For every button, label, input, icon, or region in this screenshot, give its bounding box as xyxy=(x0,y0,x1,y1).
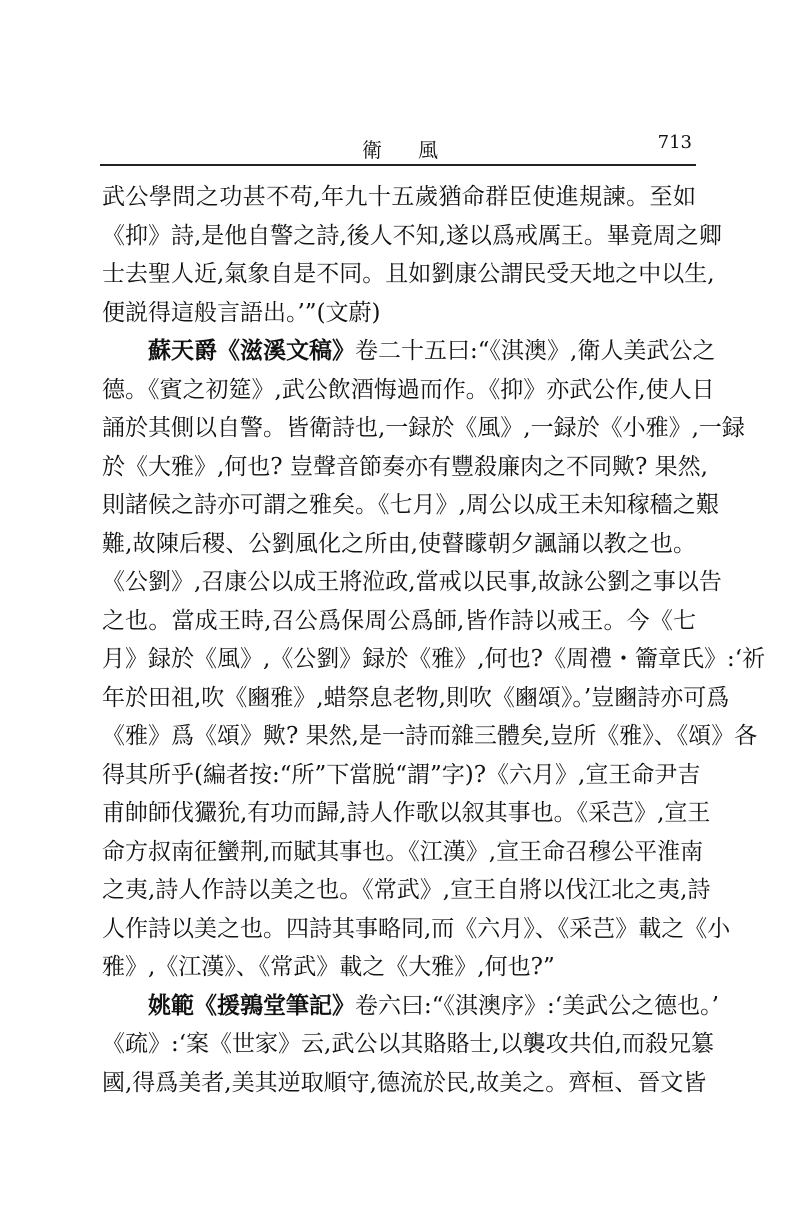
text-line: 命方叔南征蠻荆,而賦其事也。《江漢》,宣王命召穆公平淮南 xyxy=(102,838,704,865)
text-line: 《雅》爲《頌》歟? 果然,是一詩而雜三體矣,豈所《雅》、《頌》各 xyxy=(102,723,758,749)
text-line: 之夷,詩人作詩以美之也。《常武》,宣王自將以伐江北之夷,詩 xyxy=(102,877,711,903)
header-rule xyxy=(100,164,696,166)
page-number: 713 xyxy=(657,132,692,153)
text-line: 《抑》詩,是他自警之詩,後人不知,遂以爲戒厲王。畢竟周之卿 xyxy=(102,222,722,249)
text-line: 人作詩以美之也。四詩其事略同,而《六月》、《采芑》載之《小 xyxy=(102,915,731,942)
text-line: 德。《賓之初筵》,武公飲酒悔過而作。《抑》亦武公作,使人日 xyxy=(102,376,715,403)
running-header xyxy=(100,122,700,162)
text-line: 月》録於《風》,《公劉》録於《雅》,何也?《周禮・籥章氏》:‘祈 xyxy=(102,646,766,672)
text-line: 誦於其側以自警。皆衛詩也,一録於《風》,一録於《小雅》,一録 xyxy=(102,415,745,441)
paragraph-1 xyxy=(102,178,722,332)
text-line: 難,故陳后稷、公劉風化之所由,使瞽矇朝夕諷誦以教之也。 xyxy=(102,530,696,557)
text-line: 武公學問之功甚不苟,年九十五歲猶命群臣使進規諫。至如 xyxy=(102,184,696,210)
text-line: 則諸候之詩亦可謂之雅矣。《七月》,周公以成王未知稼穡之艱 xyxy=(102,492,719,518)
text-line: 得其所乎(編者按:“所”下當脱“謂”字)?《六月》,宣王命尹吉 xyxy=(102,761,701,788)
text-line: 甫帥師伐玁狁,有功而歸,詩人作歌以叙其事也。《采芑》,宣王 xyxy=(102,800,711,826)
text-line: 國,得爲美者,美其逆取順守,德流於民,故美之。齊桓、晉文皆 xyxy=(102,1069,707,1096)
text-line: 《公劉》,召康公以成王將涖政,當戒以民事,故詠公劉之事以告 xyxy=(102,569,722,595)
header-title: 衛風 xyxy=(362,138,474,162)
source-title: 蘇天爵《滋溪文稿》 xyxy=(148,337,355,364)
paragraph-3 xyxy=(102,987,719,1103)
text-line: 之也。當成王時,召公爲保周公爲師,皆作詩以戒王。今《七 xyxy=(102,607,696,634)
text-line: 《疏》:‘案《世家》云,武公以其賂賂士,以襲攻共伯,而殺兄簒 xyxy=(102,1031,714,1057)
text-line: 於《大雅》,何也? 豈聲音節奏亦有豐殺廉肉之不同歟? 果然, xyxy=(102,453,708,480)
paragraph-2 xyxy=(102,332,766,987)
text-line: 蘇天爵《滋溪文稿》卷二十五曰:“《淇澳》,衛人美武公之 xyxy=(148,337,716,364)
body-text xyxy=(102,178,766,1102)
text-line: 年於田祖,吹《豳雅》,蜡祭息老物,則吹《豳頌》。’豈豳詩亦可爲 xyxy=(102,684,730,711)
text-line: 雅》,《江漢》、《常武》載之《大雅》,何也?” xyxy=(102,954,555,980)
text-line: 姚範《援鶉堂筆記》卷六曰:“《淇澳序》:‘美武公之德也。’ xyxy=(148,991,719,1019)
text-line: 士去聖人近,氣象自是不同。且如劉康公謂民受天地之中以生, xyxy=(102,261,715,287)
text-line: 便説得這般言語出。’”(文蔚) xyxy=(102,299,381,326)
source-title: 姚範《援鶉堂筆記》 xyxy=(148,991,355,1019)
